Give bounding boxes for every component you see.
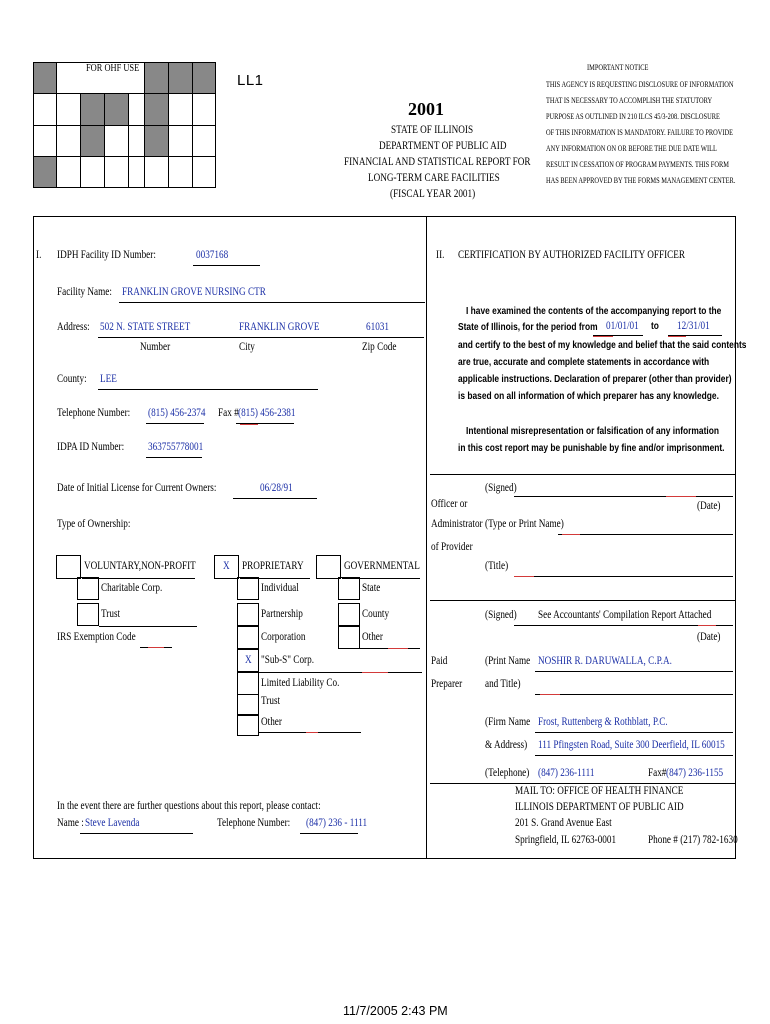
field-underline [535,783,595,784]
grid-cell [192,125,216,157]
mail-to-line: ILLINOIS DEPARTMENT OF PUBLIC AID [515,801,684,813]
charitable-checkbox[interactable] [77,577,99,600]
state-checkbox[interactable] [338,577,360,600]
date-label: (Date) [697,500,721,512]
paid-label: Paid [431,655,448,667]
grid-cell [192,62,216,94]
cert-text: State of Illinois, for the period from [458,321,598,333]
irs-exemption-label: IRS Exemption Code [57,631,136,643]
llc-checkbox[interactable] [237,672,259,695]
notice-line: IMPORTANT NOTICE [587,63,649,72]
preparer-block-top [430,600,735,601]
field-underline [233,498,317,499]
period-from-field[interactable]: 01/01/01 [606,320,639,332]
grid-cell [33,93,57,126]
frame-left [33,216,34,859]
title-line-4: LONG-TERM CARE FACILITIES [368,172,500,184]
zip-field[interactable]: 61031 [366,321,389,333]
notice-line: THAT IS NECESSARY TO ACCOMPLISH THE STATUTORY [546,96,713,105]
red-mark [540,694,560,695]
contact-name-field[interactable]: Steve Lavenda [85,817,140,829]
proprietary-label: PROPRIETARY [242,560,304,572]
print-timestamp: 11/7/2005 2:43 PM [343,1004,448,1018]
red-mark [514,576,534,577]
period-to-label: to [651,320,659,332]
type-name-label: (Type or Print Name) [485,518,564,530]
red-mark [148,647,164,648]
and-title-label: and Title) [485,678,521,690]
field-underline [146,423,204,424]
voluntary-label: VOLUNTARY,NON-PROFIT [84,560,196,572]
grid-cell [144,125,169,157]
facility-name-label: Facility Name: [57,286,112,298]
grid-cell [144,156,169,188]
zip-caption: Zip Code [362,341,397,353]
number-caption: Number [140,341,171,353]
grid-cell [80,125,105,157]
officer-block-top [430,474,735,475]
grid-cell [128,125,145,157]
grid-cell [56,156,81,188]
signed2-label: (Signed) [485,609,517,621]
notice-line: RESULT IN CESSATION OF PROGRAM PAYMENTS. THIS FORM [546,160,729,169]
cert-text: is based on all information of which preparer has any knowledge. [458,390,719,402]
field-underline [535,755,733,756]
grid-cell [168,62,193,94]
notice-line: THIS AGENCY IS REQUESTING DISCLOSURE OF INFORMATION [546,80,734,89]
mail-city: Springfield, IL 62763-0001 [515,834,617,846]
firm-fax-label: Fax# [648,767,667,779]
proprietary-mark: X [223,560,230,572]
ohf-use-label: FOR OHF USE [86,63,140,74]
field-underline [535,732,733,733]
preparer-name-field[interactable]: NOSHIR R. DARUWALLA, C.P.A. [538,655,672,667]
contact-phone-label: Telephone Number: [217,817,291,829]
governmental-checkbox[interactable] [316,555,341,579]
trust-prop-label: Trust [261,695,281,707]
county-gov-checkbox[interactable] [338,603,360,626]
governmental-label: GOVERNMENTAL [344,560,420,572]
other-gov-label: Other [362,631,383,643]
corporation-label: Corporation [261,631,306,643]
cert-text: applicable instructions. Declaration of preparer (other than provider) [458,373,732,385]
frame-top [33,216,736,217]
form-code: LL1 [237,72,264,89]
telephone-label: Telephone Number: [57,407,131,419]
grid-cell [56,93,81,126]
firm-phone-label: (Telephone) [485,767,530,779]
county-gov-label: County [362,608,390,620]
mail-phone: Phone # (217) 782-1630 [648,834,738,846]
red-mark [593,336,613,337]
preparer-label: Preparer [431,678,463,690]
red-mark [668,336,686,337]
print-name-label: (Print Name [485,655,531,667]
officer-name-field[interactable] [558,534,733,535]
facility-id-field[interactable]: 0037168 [196,249,229,261]
warning-text: in this cost report may be punishable by fine and/or imprisonment. [458,442,725,454]
grid-cell [33,156,57,188]
mail-street: 201 S. Grand Avenue East [515,817,612,829]
partnership-label: Partnership [261,608,303,620]
red-mark [562,534,580,535]
license-date-label: Date of Initial License for Current Owners: [57,482,217,494]
officer-label: Administrator [431,518,483,530]
cert-text: I have examined the contents of the accompanying report to the [466,305,722,317]
cert-text: and certify to the best of my knowledge and belief that the said contents [458,339,747,351]
fax-field[interactable]: (815) 456-2381 [238,407,296,419]
trust-checkbox[interactable] [77,603,99,626]
officer-label: Officer or [431,498,468,510]
grid-cell [168,93,193,126]
facility-id-label: IDPH Facility ID Number: [57,249,156,261]
period-to-field[interactable]: 12/31/01 [677,320,710,332]
section-divider [426,216,427,859]
grid-cell [104,93,129,126]
county-label: County: [57,373,87,385]
grid-cell [144,62,169,94]
field-underline [535,671,733,672]
grid-cell [80,93,105,126]
grid-cell [104,125,129,157]
accountants-note: See Accountants' Compilation Report Attached [538,609,712,621]
firm-fax-field[interactable]: (847) 236-1155 [666,767,724,779]
grid-cell [168,125,193,157]
fax-label: Fax # [218,407,239,419]
field-underline [259,672,422,673]
title-line-3: FINANCIAL AND STATISTICAL REPORT FOR [344,156,531,168]
grid-cell [128,93,145,126]
field-underline [99,626,197,627]
firm-name-field[interactable]: Frost, Ruttenberg & Rothblatt, P.C. [538,716,668,728]
firm-phone-field[interactable]: (847) 236-1111 [538,767,595,779]
corporation-checkbox[interactable] [237,626,259,649]
frame-right [735,216,736,859]
report-year: 2001 [408,99,444,119]
license-date-field[interactable]: 06/28/91 [260,482,293,494]
questions-text: In the event there are further questions about this report, please contact: [57,800,321,812]
title-line-2: DEPARTMENT OF PUBLIC AID [379,140,507,152]
cert-text: are true, accurate and complete statements in accordance with [458,356,710,368]
section-2-roman: II. [436,249,445,261]
red-mark [362,672,388,673]
subs-label: "Sub-S" Corp. [261,654,315,666]
date2-label: (Date) [697,631,721,643]
trust-label: Trust [101,608,121,620]
field-underline [664,783,733,784]
other-prop-label: Other [261,716,282,728]
officer-title-field[interactable] [514,576,733,577]
individual-label: Individual [261,582,299,594]
field-underline [80,833,193,834]
warning-text: Intentional misrepresentation or falsification of any information [466,425,719,437]
grid-cell [144,93,169,126]
title-line-1: STATE OF ILLINOIS [391,124,474,136]
trust-prop-checkbox[interactable] [237,694,259,716]
state-label: State [362,582,381,594]
red-mark [306,732,318,733]
county-field[interactable]: LEE [100,373,117,385]
city-field[interactable]: FRANKLIN GROVE [239,321,320,333]
section-1-roman: I. [36,249,42,261]
red-mark [666,496,696,497]
grid-cell [33,125,57,157]
idpa-field[interactable]: 363755778001 [148,441,204,453]
grid-cell [104,156,129,188]
title-line-5: (FISCAL YEAR 2001) [390,188,476,200]
ownership-label: Type of Ownership: [57,518,131,530]
title-label: (Title) [485,560,509,572]
officer-label: of Provider [431,541,473,553]
officer-signature-field[interactable] [514,496,733,497]
voluntary-checkbox[interactable] [56,555,81,579]
facility-name-field[interactable]: FRANKLIN GROVE NURSING CTR [122,286,266,298]
notice-line: ANY INFORMATION ON OR BEFORE THE DUE DATE WILL [546,144,717,153]
field-underline [300,833,358,834]
notice-line: PURPOSE AS OUTLINED IN 210 ILCS 45/3-208. DISCLOSURE [546,112,720,121]
grid-cell [80,156,105,188]
telephone-field[interactable]: (815) 456-2374 [148,407,206,419]
contact-phone-field[interactable]: (847) 236 - 1111 [306,817,368,829]
red-mark [388,648,408,649]
other-prop-checkbox[interactable] [237,714,259,736]
firm-address-label: & Address) [485,739,528,751]
grid-cell [56,125,81,157]
field-underline [98,389,318,390]
field-underline [119,302,425,303]
charitable-label: Charitable Corp. [101,582,163,594]
grid-cell [192,93,216,126]
notice-line: OF THIS INFORMATION IS MANDATORY. FAILURE TO PROVIDE [546,128,734,137]
idpa-label: IDPA ID Number: [57,441,125,453]
address-label: Address: [57,321,90,333]
other-gov-checkbox[interactable] [338,626,360,649]
red-mark [240,424,258,425]
preparer-title-field[interactable] [535,694,733,695]
individual-checkbox[interactable] [237,577,259,600]
field-underline [98,337,424,338]
firm-address-field[interactable]: 111 Pfingsten Road, Suite 300 Deerfield, IL 60015 [538,739,725,751]
firm-name-label: (Firm Name [485,716,531,728]
contact-name-label: Name : [57,817,84,829]
notice-line: HAS BEEN APPROVED BY THE FORMS MANAGEMENT CENTER. [546,176,736,185]
mail-to-line: MAIL TO: OFFICE OF HEALTH FINANCE [515,785,684,797]
field-underline [146,457,202,458]
certification-title: CERTIFICATION BY AUTHORIZED FACILITY OFFICER [458,249,686,261]
signed-label: (Signed) [485,482,517,494]
frame-bottom [33,858,736,859]
field-underline [193,265,260,266]
grid-cell [192,156,216,188]
llc-label: Limited Liability Co. [261,677,340,689]
street-field[interactable]: 502 N. STATE STREET [100,321,191,333]
red-mark [698,625,716,626]
subs-mark: X [245,654,252,666]
grid-cell [128,156,145,188]
partnership-checkbox[interactable] [237,603,259,626]
grid-cell [168,156,193,188]
city-caption: City [239,341,255,353]
grid-cell [33,62,57,94]
